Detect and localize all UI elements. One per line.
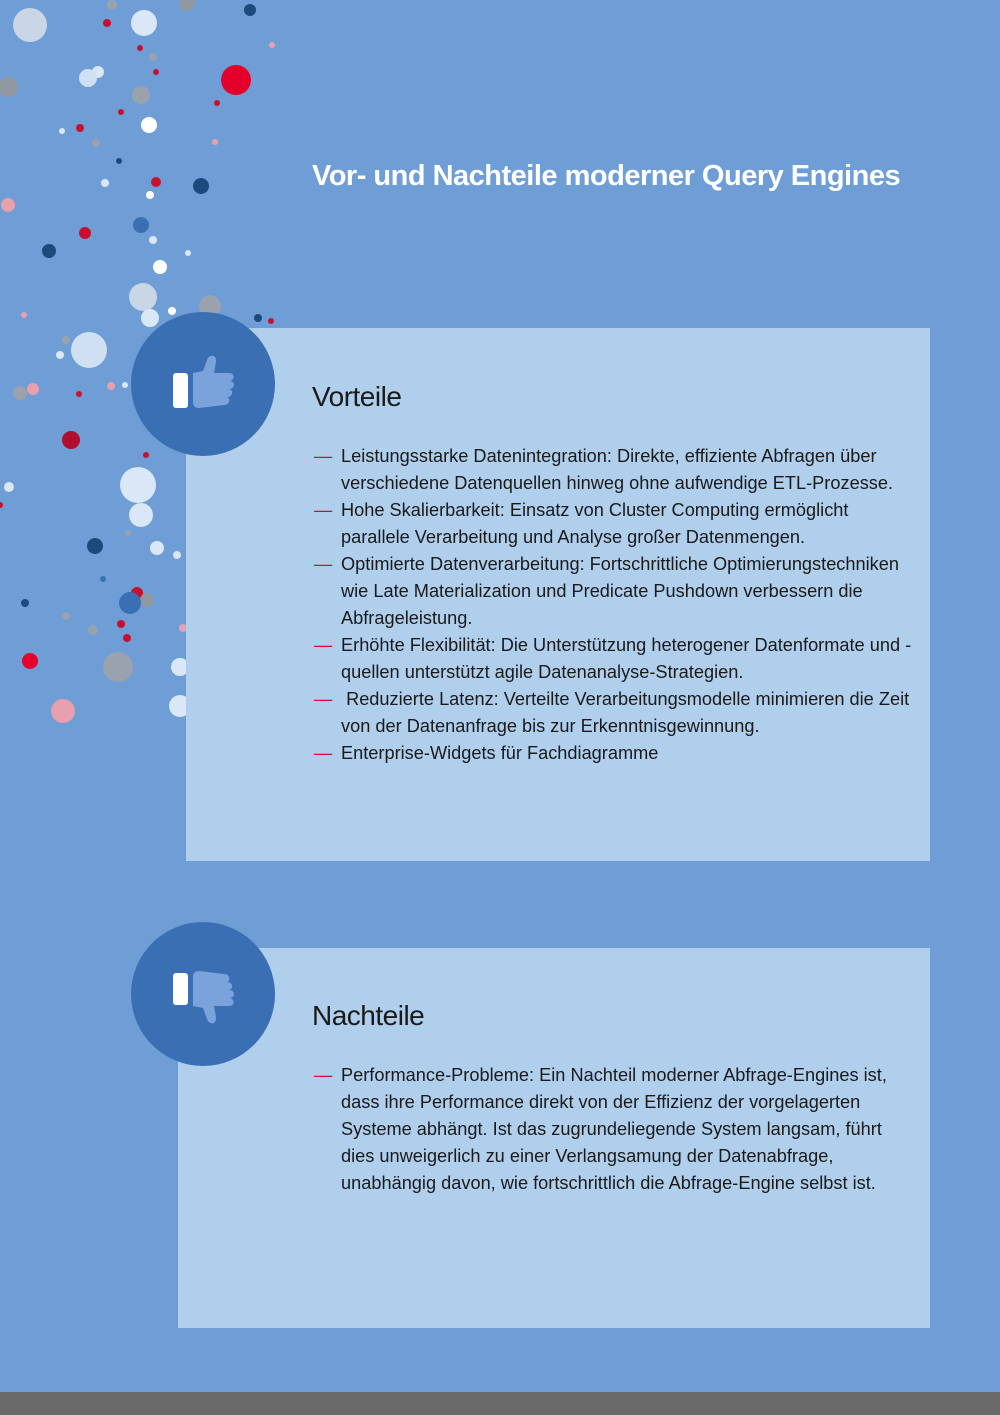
- thumbs-down-icon: [131, 922, 275, 1066]
- list-item: — Reduzierte Latenz: Verteilte Verarbeitungsmodelle minimieren die Zeit von der Datenanfrage bis zur Erkenntnisgewinnung.: [314, 686, 914, 740]
- page-title: Vor- und Nachteile moderner Query Engines: [312, 160, 901, 192]
- disadvantages-badge: [131, 922, 275, 1066]
- thumbs-up-icon: [131, 312, 275, 456]
- list-item: — Leistungsstarke Datenintegration: Direkte, effiziente Abfragen über verschiedene Datenquellen hinweg ohne aufwendige ETL-Prozesse.: [314, 443, 914, 497]
- footer-bar: [0, 1392, 1000, 1415]
- list-item: — Enterprise-Widgets für Fachdiagramme: [314, 740, 914, 767]
- list-item: — Optimierte Datenverarbeitung: Fortschrittliche Optimierungstechniken wie Late Materialization und Predicate Pushdown verbessern die Abfrageleistung.: [314, 551, 914, 632]
- bullet-dash: —: [314, 500, 333, 520]
- bullet-dash: —: [314, 635, 333, 655]
- list-item: — Erhöhte Flexibilität: Die Unterstützung heterogener Datenformate und -quellen unterstützt agile Datenanalyse-Strategien.: [314, 632, 914, 686]
- disadvantages-list: [314, 1062, 914, 1197]
- disadvantages-heading: Nachteile: [312, 1000, 425, 1031]
- bullet-dash: —: [314, 689, 333, 709]
- advantages-badge: [131, 312, 275, 456]
- bullet-dash: —: [314, 446, 333, 466]
- bullet-dash: —: [314, 743, 333, 763]
- bullet-dash: —: [314, 1065, 333, 1085]
- advantages-heading: Vorteile: [312, 381, 402, 412]
- list-item: — Performance-Probleme: Ein Nachteil moderner Abfrage-Engines ist, dass ihre Performance direkt von der Effizienz der vorgelagerten Systeme abhängt. Ist das zugrundeliegende System langsam, führt dies unweigerlich zu einer Verlangsamung der Datenabfrage, unabhängig davon, wie fortschrittlich die Abfrage-Engine selbst ist.: [314, 1062, 914, 1197]
- bullet-dash: —: [314, 554, 333, 574]
- list-item: — Hohe Skalierbarkeit: Einsatz von Cluster Computing ermöglicht parallele Verarbeitung und Analyse großer Datenmengen.: [314, 497, 914, 551]
- advantages-list: [314, 443, 914, 767]
